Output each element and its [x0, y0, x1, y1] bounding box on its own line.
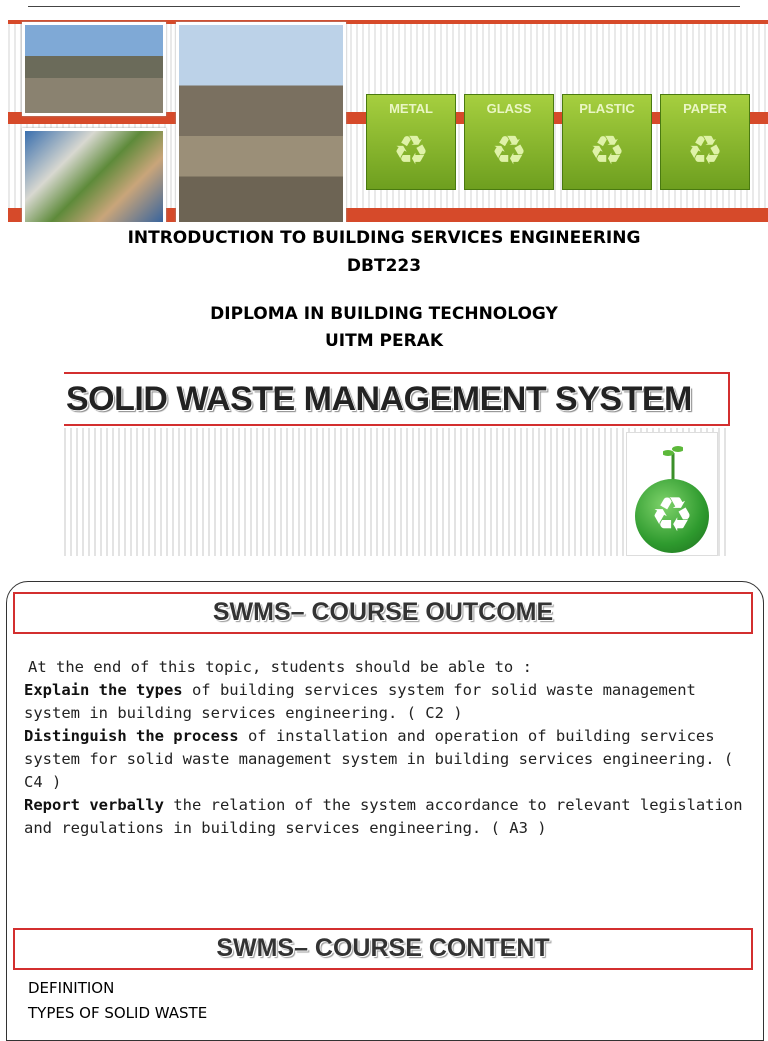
recycle-icon: ♻: [589, 128, 625, 174]
bin-glass: [464, 94, 554, 190]
recycle-icon: ♻: [687, 128, 723, 174]
outcome-item: Distinguish the process of installation and operation of building services system for solid waste management system in building services engineering. ( C4 ): [24, 727, 734, 791]
excavator-landfill-photo: [176, 22, 346, 222]
bin-label: PLASTIC: [579, 101, 635, 116]
bin-label: METAL: [389, 101, 433, 116]
program-name: DIPLOMA IN BUILDING TECHNOLOGY: [210, 304, 558, 324]
bin-paper: [660, 94, 750, 190]
content-list: [28, 976, 207, 1026]
recycle-icon: ♻: [650, 487, 694, 543]
sprout-icon: [663, 441, 683, 481]
content-item: DEFINITION: [28, 979, 115, 997]
outcome-item: Report verbally the relation of the system accordance to relevant legislation and regulations in building services engineering. ( A3 ): [24, 796, 743, 837]
outcomes-list: [24, 656, 744, 840]
recycle-icon: ♻: [491, 128, 527, 174]
bin-label: GLASS: [486, 101, 532, 116]
top-rule: [28, 6, 740, 7]
institution-name: UITM PERAK: [324, 331, 444, 351]
course-code: DBT223: [346, 256, 422, 276]
bin-metal: [366, 94, 456, 190]
outcome-heading: SWMS– COURSE OUTCOME: [212, 598, 554, 626]
bin-plastic: [562, 94, 652, 190]
recycling-bins: [366, 94, 748, 190]
recycle-globe-image: [626, 432, 718, 556]
course-title: INTRODUCTION TO BUILDING SERVICES ENGINEERING: [127, 228, 641, 248]
content-item: TYPES OF SOLID WASTE: [28, 1004, 208, 1022]
content-heading: SWMS– COURSE CONTENT: [216, 934, 550, 962]
recycle-icon: ♻: [393, 128, 429, 174]
outcome-item: Explain the types of building services system for solid waste management system in building services engineering. ( C2 ): [24, 681, 696, 722]
landfill-photo: [22, 22, 166, 116]
banner: [8, 20, 768, 222]
waste-pile-photo: [22, 128, 166, 222]
bin-label: PAPER: [683, 101, 727, 116]
globe-icon: [635, 479, 709, 553]
outcomes-intro: At the end of this topic, students should be able to :: [28, 658, 532, 676]
main-title: SOLID WASTE MANAGEMENT SYSTEM: [66, 380, 692, 418]
